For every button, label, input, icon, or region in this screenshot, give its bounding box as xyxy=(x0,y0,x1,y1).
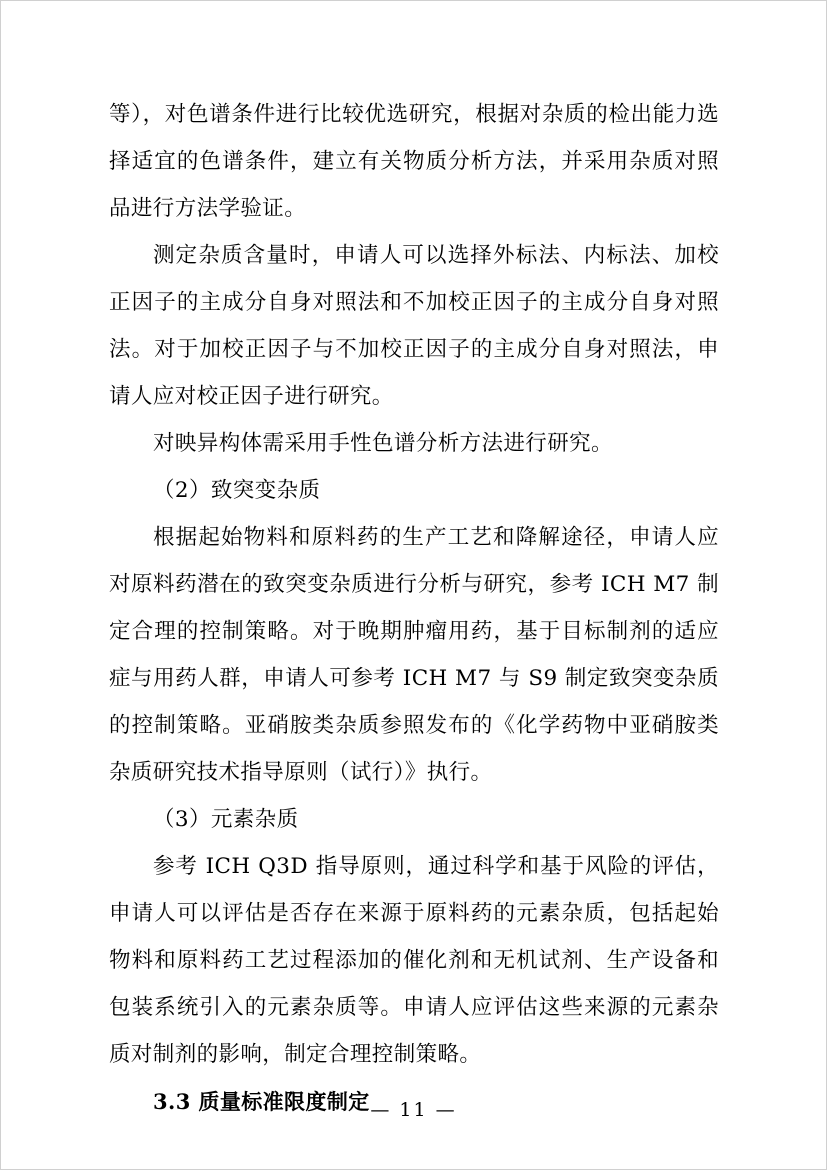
page-content xyxy=(109,91,719,1125)
paragraph-elemental-impurities: 参考 ICH Q3D 指导原则，通过科学和基于风险的评估，申请人可以评估是否存在来源于原料药的元素杂质，包括起始物料和原料药工艺过程添加的催化剂和无机试剂、生产设备和包装系统引入的元素杂质等。申请人应评估这些来源的元素杂质对制剂的影响，制定合理控制策略。 xyxy=(109,854,719,1067)
paragraph-subheading-mutagenic: （2）致突变杂质 xyxy=(153,478,321,503)
paragraph-enantiomer: 对映异构体需采用手性色谱分析方法进行研究。 xyxy=(153,431,613,456)
section-heading-quality-standard: 3.3 质量标准限度制定 xyxy=(153,1089,370,1114)
paragraph-mutagenic-impurities: 根据起始物料和原料药的生产工艺和降解途径，申请人应对原料药潜在的致突变杂质进行分析与研究，参考 ICH M7 制定合理的控制策略。对于晚期肿瘤用药，基于目标制剂的适应症与用药人群，申请人可参考 ICH M7 与 S9 制定致突变杂质的控制策略。亚硝胺类杂质参照发布的《化学药物中亚硝胺类杂质研究技术指导原则（试行）》执行。 xyxy=(109,525,719,785)
paragraph-subheading-elemental: （3）元素杂质 xyxy=(153,807,299,832)
paragraph-continuation: 等），对色谱条件进行比较优选研究，根据对杂质的检出能力选择适宜的色谱条件，建立有关物质分析方法，并采用杂质对照品进行方法学验证。 xyxy=(109,102,719,221)
paragraph-impurity-quantification: 测定杂质含量时，申请人可以选择外标法、内标法、加校正因子的主成分自身对照法和不加校正因子的主成分自身对照法。对于加校正因子与不加校正因子的主成分自身对照法，申请人应对校正因子进行研究。 xyxy=(109,243,719,409)
page-number-footer: — 11 — xyxy=(370,1099,457,1121)
